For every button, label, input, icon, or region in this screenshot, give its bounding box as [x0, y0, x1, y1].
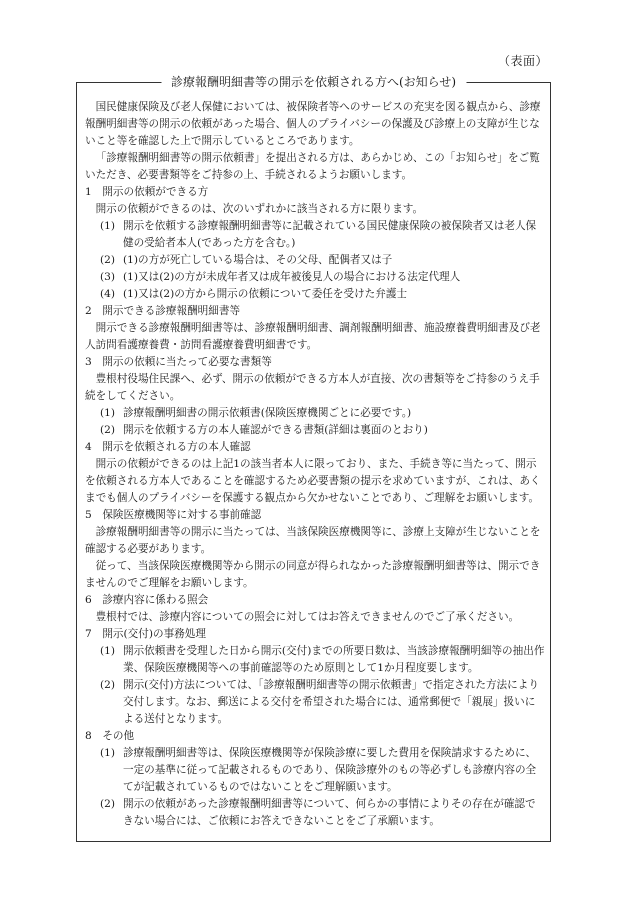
list-item: (1) 開示を依頼する診療報酬明細書等に記載されている国民健康保険の被保険者又は老人保健の受給者本人(であった方を含む。) — [99, 220, 537, 249]
document-title: 診療報酬明細書等の開示を依頼される方へ(お知らせ) — [161, 74, 466, 90]
section-3 — [85, 354, 545, 439]
section-heading: 8 その他 — [85, 730, 135, 742]
list-item: (2) 開示(交付)方法については、「診療報酬明細書等の開示依頼書」で指定された方法により交付します。なお、郵送による交付を希望された場合には、通常郵便で「親展」扱いによる送付となります。 — [99, 679, 539, 725]
page-side-label: （表面） — [497, 54, 548, 68]
intro-paragraph: 「診療報酬明細書等の開示依頼書」を提出される方は、あらかじめ、この「お知らせ」をご覧いただき、必要書類等をご持参の上、手続されるようお願いします。 — [85, 152, 540, 181]
section-paragraph: 開示の依頼ができるのは、次のいずれかに該当される方に限ります。 — [95, 203, 424, 215]
list-item: (3) (1)又は(2)の方が未成年者又は成年被後見人の場合における法定代理人 — [99, 271, 461, 283]
section-paragraph: 豊根村では、診療内容についての照会に対してはお答えできませんのでご了承ください。 — [95, 611, 520, 623]
section-heading: 6 診療内容に係わる照会 — [85, 594, 209, 606]
section-paragraph: 従って、当該保険医療機関等から開示の同意が得られなかった診療報酬明細書等は、開示できませんのでご理解をお願いします。 — [85, 560, 541, 589]
section-4 — [85, 439, 545, 507]
section-paragraph: 豊根村役場住民課へ、必ず、開示の依頼ができる方本人が直接、次の書類等をご持参のうえ手続をしてください。 — [85, 373, 540, 402]
section-paragraph: 開示の依頼ができるのは上記1の該当者本人に限っており、また、手続き等に当たって、開示を依頼される方本人であることを確認するため必要書類の提示を求めていますが、これは、あくまでも個人のプライバシーを保護する観点から欠かせないことであり、ご理解をお願いします。 — [85, 458, 541, 504]
section-heading: 1 開示の依頼ができる方 — [85, 186, 209, 198]
section-heading: 2 開示できる診療報酬明細書等 — [85, 305, 241, 317]
section-heading: 7 開示(交付)の事務処理 — [85, 628, 206, 640]
list-item: (4) (1)又は(2)の方から開示の依頼について委任を受けた弁護士 — [99, 288, 408, 300]
section-1 — [85, 184, 545, 303]
section-7 — [85, 626, 545, 728]
list-item: (1) 診療報酬明細書等は、保険医療機関等が保険診療に要した費用を保険請求するために、一定の基準に従って記載されるものであり、保険診療外のもの等必ずしも診療内容の全てが記載されているものではないことをご理解願います。 — [99, 747, 537, 793]
section-heading: 5 保険医療機関等に対する事前確認 — [85, 509, 262, 521]
list-item: (2) 開示の依頼があった診療報酬明細書等について、何らかの事情によりその存在が確認できない場合には、ご依頼にお答えできないことをご了承願います。 — [99, 798, 536, 827]
notice-body — [85, 99, 545, 830]
section-6 — [85, 592, 545, 626]
list-item: (1) 開示依頼書を受理した日から開示(交付)までの所要日数は、当該診療報酬明細等の抽出作業、保険医療機関等への事前確認等のため原則として1か月程度要します。 — [99, 645, 545, 674]
section-2 — [85, 303, 545, 354]
notice-frame — [76, 75, 551, 842]
section-8 — [85, 728, 545, 830]
section-paragraph: 開示できる診療報酬明細書等は、診療報酬明細書、調剤報酬明細書、施設療養費明細書及び老人訪問看護療養費・訪問看護療養費明細書です。 — [85, 322, 541, 351]
list-item: (2) 開示を依頼する方の本人確認ができる書類(詳細は裏面のとおり) — [99, 424, 428, 436]
intro-paragraph: 国民健康保険及び老人保健においては、被保険者等へのサービスの充実を図る観点から、診療報酬明細書等の開示の依頼があった場合、個人のプライバシーの保護及び診療上の支障が生じないこと等を確認した上で開示しているところであります。 — [85, 101, 541, 147]
section-paragraph: 診療報酬明細書等の開示に当たっては、当該保険医療機関等に、診療上支障が生じないことを確認する必要があります。 — [85, 526, 541, 555]
section-heading: 3 開示の依頼に当たって必要な書類等 — [85, 356, 272, 368]
section-5 — [85, 507, 545, 592]
list-item: (1) 診療報酬明細書の開示依頼書(保険医療機関ごとに必要です。) — [99, 407, 412, 419]
section-heading: 4 開示を依頼される方の本人確認 — [85, 441, 251, 453]
list-item: (2) (1)の方が死亡している場合は、その父母、配偶者又は子 — [99, 254, 393, 266]
